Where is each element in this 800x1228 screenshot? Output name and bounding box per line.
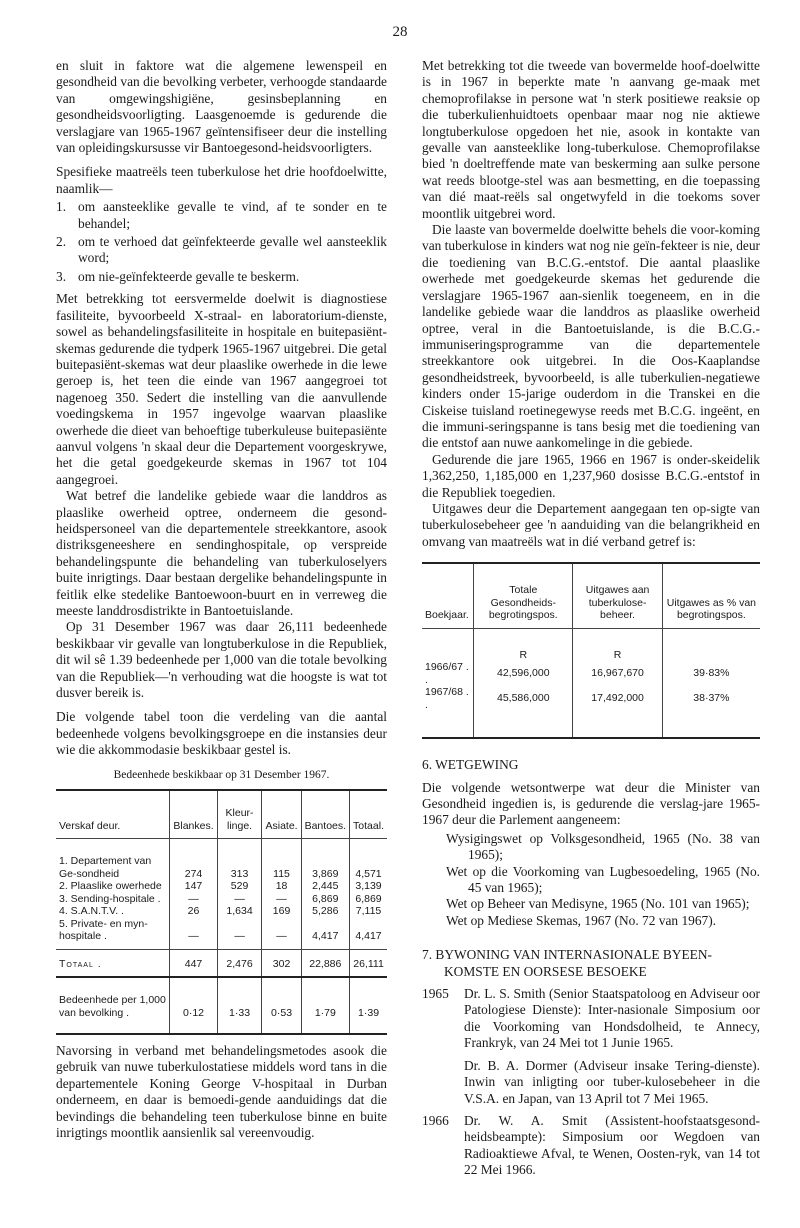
table-cell: 6,869 <box>350 893 387 906</box>
table-row <box>56 880 387 893</box>
table-cell: — <box>170 918 217 950</box>
row-label: 5. Private- en myn-hospitale . <box>56 918 170 950</box>
column-header: Totaal. <box>350 790 387 839</box>
column-header: Asiate. <box>262 790 301 839</box>
paragraph: Gedurende die jare 1965, 1966 en 1967 is onder-skeidelik 1,362,250, 1,185,000 en 1,237,960 dosisse B.C.G.-entstof in die Republiek toegedien. <box>422 451 760 500</box>
paragraph: Met betrekking tot die tweede van bovermelde hoof-doelwitte is in 1967 in beperkte mate 'n aanvang ge-maak met chemoprofilakse in persone wat 'n sterk positiewe reaksie op die tuberkulienhuidtoets openbaar maar nog nie aktiewe longtuberkulose opgedoen het nie, asook in kontakte van gevalle van aansteeklike long-tuberkulose. Chemoprofilakse bied 'n doeltreffende mate van beskerming aan sulke persone wat reeds blootge-stel was aan besmetting, en die toepassing van dié maat-reëls sal ongetwyfeld in die toekoms sover moontlik uitgebrei word. <box>422 58 760 221</box>
list-item <box>422 986 760 1052</box>
total-row <box>56 949 387 977</box>
table-cell: 274 <box>170 839 217 881</box>
table-cell: 147 <box>170 880 217 893</box>
list-item <box>422 1058 760 1107</box>
table-cell: R <box>573 628 662 661</box>
table-cell: 26 <box>170 905 217 918</box>
visit-year: 1966 <box>422 1112 449 1128</box>
list-text: om nie-geïnfekteerde gevalle te beskerm. <box>78 268 300 284</box>
visit-text: Dr. B. A. Dormer (Adviseur insake Tering-dienste). Inwin van inligting oor tuber-kulosebeheer in die V.S.A. en Japan, van 13 April tot 7 Mei 1965. <box>464 1057 760 1106</box>
section-heading: 6. WETGEWING <box>422 757 519 773</box>
table-cell: 2,476 <box>217 949 262 977</box>
table-cell: 529 <box>217 880 262 893</box>
table-cell: 115 <box>262 839 301 881</box>
table-cell: 16,967,670 <box>573 661 662 686</box>
table-cell: — <box>217 893 262 906</box>
table-cell: 0·12 <box>170 977 217 1034</box>
table-cell: 38·37% <box>662 686 760 738</box>
visits-list <box>422 986 760 1178</box>
table-cell: 5,286 <box>301 905 349 918</box>
row-label: 4. S.A.N.T.V. . <box>56 905 170 918</box>
list-item: Wet op Mediese Skemas, 1967 (No. 72 van 1967). <box>446 912 717 928</box>
table-cell: 1·39 <box>350 977 387 1034</box>
table-cell: 2,445 <box>301 880 349 893</box>
table-cell: 42,596,000 <box>474 661 573 686</box>
column-header: Totale Gesondheids-begrotingspos. <box>474 563 573 628</box>
paragraph: Wat betref die landelike gebiede waar die landdros as plaaslike owerheid optree, onderneem die gesond-heidspersoneel van die departementele streekkantore, asook distriksgeneeshere en sendinghospitale, op verspreide behandelingspunte die behandeling van tuberkuloselyers buite inrigtings. Daar bestaan dergelike behandelingspunte in feitlik elke stedelike Bantoewoon-buurt en in verreweg die meeste landdrosdistrikte in Bantoetuislande. <box>56 488 387 618</box>
objectives-list <box>56 199 387 285</box>
list-item: Wysigingswet op Volksgesondheid, 1965 (No. 38 van 1965); <box>446 830 760 863</box>
table-cell <box>662 628 760 661</box>
list-number: 1. <box>56 199 67 215</box>
list-item: Wet op Beheer van Medisyne, 1965 (No. 101 van 1965); <box>446 896 750 912</box>
table-caption: Bedeenhede beskikbaar op 31 Desember 1967. <box>113 768 330 781</box>
column-header: Blankes. <box>170 790 217 839</box>
column-header: Uitgawes aan tuberkulose-beheer. <box>573 563 662 628</box>
paragraph: Navorsing in verband met behandelingsmetodes asook die gebruik van nuwe tuberkulostatiese middels word tans in die departementele Koning George V-hospitaal in Durban onderneem, en daar is bemoedi-gende aanduidings dat die bevindings die behandeling teen tuberkulose binne en buite inrigtings moontlik aansienlik sal vereenvoudig. <box>56 1043 387 1141</box>
table-cell: 7,115 <box>350 905 387 918</box>
table-row <box>56 918 387 950</box>
row-label: 3. Sending-hospitale . <box>56 893 170 906</box>
table-cell: 45,586,000 <box>474 686 573 738</box>
row-label: 1967/68 . . <box>422 686 474 738</box>
column-header: Verskaf deur. <box>56 790 170 839</box>
table-row <box>56 905 387 918</box>
table-cell <box>422 628 474 661</box>
visit-year <box>422 1058 464 1107</box>
table-cell: 4,571 <box>350 839 387 881</box>
table-cell: — <box>217 918 262 950</box>
visit-year: 1965 <box>422 986 449 1002</box>
paragraph: en sluit in faktore wat die algemene lewenspeil en gesondheid van die bevolking verbeter, verhoogde standaarde van omgewingshigiëne, gesinsbeplanning en gesondheidsvoorligting. Laasgenoemde is gedurende die verslagjare van 1965-1967 geïntensifiseer deur die instelling van opleidingskursusse vir Bantoegesond-heidsvoorligters. <box>56 58 387 156</box>
row-label: 1966/67 . . <box>422 661 474 686</box>
list-item <box>56 199 387 232</box>
table-row <box>56 839 387 881</box>
paragraph: Spesifieke maatreëls teen tuberkulose het drie hoofdoelwitte, naamlik— <box>56 164 387 196</box>
table-cell: 3,869 <box>301 839 349 881</box>
visit-text: Dr. W. A. Smit (Assistent-hoofstaatsgesond-heidsbeampte): Simposium oor Wegdoen van Radioaktiewe Afval, te Wenen, Oosten-ryk, van 14 tot 22 Mei 1966. <box>464 1112 760 1178</box>
table-cell: — <box>170 893 217 906</box>
expenditure-table <box>422 562 760 739</box>
table-row <box>56 893 387 906</box>
list-item: Wet op die Voorkoming van Lugbesoedeling, 1965 (No. 45 van 1965); <box>446 863 760 896</box>
list-text: om aansteeklike gevalle te vind, af te sonder en te behandel; <box>78 199 387 231</box>
table-cell: — <box>262 893 301 906</box>
paragraph: Met betrekking tot eersvermelde doelwit is diagnostiese fasiliteite, byvoorbeeld X-straal- en laboratorium-dienste, sowel as behandelingsfasiliteite in hospitale en buitepasiënt-skemas gedurende die tydperk 1965-1967 uitgebrei. Die getal buitepasiënt-skemas wat deur plaaslike owerhede in die lewe geroep is, het teen die einde van 1967 aangegroei tot nagenoeg 350. Sedert die instelling van die aanvullende voedingskema in 1957 ingevolge waarvan plaaslike owerhede die dieet van behoeftige tuberkuleuse buitepasiënte aanvul volgens 'n skaal deur die Departement voorgeskrywe, het die getal goedgekeurde skemas in 1967 tot 104 aangegroei. <box>56 291 387 487</box>
row-label: Bedeenhede per 1,000 van bevolking . <box>56 977 170 1034</box>
table-cell: 17,492,000 <box>573 686 662 738</box>
table-cell: 18 <box>262 880 301 893</box>
column-header: Boekjaar. <box>422 563 474 628</box>
paragraph: Op 31 Desember 1967 was daar 26,111 bedeenhede beskikbaar vir gevalle van longtuberkulose in die Republiek, dit wil sê 1.39 bedeenhede per 1,000 van die totale bevolking van die Republiek—'n verhouding wat die hoogste is wat tot dusver bereik is. <box>56 619 387 701</box>
paragraph: Die volgende wetsontwerpe wat deur die Minister van Gesondheid ingedien is, is gedurende die verslag-jare 1965-1967 deur die Parlement aangeneem: <box>422 779 760 828</box>
column-header: Kleur-linge. <box>217 790 262 839</box>
table-cell: 4,417 <box>350 918 387 950</box>
right-column <box>422 58 760 1185</box>
list-number: 2. <box>56 234 67 250</box>
list-text: om te verhoed dat geïnfekteerde gevalle wel aansteeklik word; <box>78 234 387 266</box>
table-header-row <box>56 790 387 839</box>
table-cell: 1·33 <box>217 977 262 1034</box>
section-heading: 7. BYWONING VAN INTERNASIONALE BYEEN-KOMSTE EN OORSESE BESOEKE <box>422 947 712 979</box>
table-cell: 313 <box>217 839 262 881</box>
beds-table <box>56 789 387 1035</box>
table-cell: 6,869 <box>301 893 349 906</box>
table-cell: 1·79 <box>301 977 349 1034</box>
list-number: 3. <box>56 268 67 284</box>
visit-text: Dr. L. S. Smith (Senior Staatspatoloog en Adviseur oor Patologiese Dienste): Inter-nasionale Simposium oor die Voorkoming van Hondsdolheid, te Annecy, Frankryk, van 24 Mei tot 1 Junie 1965. <box>464 986 760 1051</box>
paragraph: Die laaste van bovermelde doelwitte behels die voor-koming van tuberkulose in kinders wat nog nie geïn-fekteer is nie, deur die toediening van B.C.G.-entstof. Die aantal plaaslike owerhede met goedgekeurde skemas het gedurende die verslagjare 1965-1967 aan-sienlik toegeneem, en in die landelike gebiede waar die landdros as plaaslike owerheid optree, veral in die Bantoetuislande, is die B.C.G.-immuniseringsprogramme van die departementele streekkantore ook uitgebrei. In die Oos-Kaaplandse gesondheidstreek, byvoorbeeld, is alle tuberkulien-negatiewe kinders onder 15-jarige ouderdom in die Transkei en die Ciskeise tuisland roetinegewyse reeds met B.C.G. ingeënt, en die immuni-seringspanne is tans besig met die toediening van die entstof aan nuwe aankomelinge in die gebiede. <box>422 222 761 451</box>
column-header: Uitgawes as % van begrotingspos. <box>662 563 760 628</box>
list-item <box>56 269 387 285</box>
table-cell: — <box>262 918 301 950</box>
table-cell: 0·53 <box>262 977 301 1034</box>
table-cell: 169 <box>262 905 301 918</box>
row-label: 1. Departement van Ge-sondheid <box>56 839 170 881</box>
unit-row <box>422 628 760 661</box>
table-row <box>422 661 760 686</box>
table-cell: 447 <box>170 949 217 977</box>
acts-list <box>422 831 760 929</box>
table-cell: R <box>474 628 573 661</box>
table-cell: 39·83% <box>662 661 760 686</box>
column-header: Bantoes. <box>301 790 349 839</box>
row-label: Totaal . <box>56 949 170 977</box>
list-item <box>422 1113 760 1179</box>
left-column <box>56 58 387 1142</box>
paragraph: Die volgende tabel toon die verdeling van die aantal bedeenhede volgens bevolkingsgroepe en die instansies deur wie die akkommodasie beskikbaar gestel is. <box>56 709 387 758</box>
paragraph: Uitgawes deur die Departement aangegaan ten op-sigte van tuberkulosebeheer gee 'n aanduiding van die belangrikheid en omvang van maatreëls wat in dié verband getref is: <box>422 500 760 549</box>
ratio-row <box>56 977 387 1034</box>
table-row <box>422 686 760 738</box>
table-cell: 26,111 <box>350 949 387 977</box>
table-cell: 4,417 <box>301 918 349 950</box>
list-item <box>56 234 387 267</box>
page-number: 28 <box>392 24 408 40</box>
table-cell: 22,886 <box>301 949 349 977</box>
row-label: 2. Plaaslike owerhede <box>56 880 170 893</box>
table-cell: 3,139 <box>350 880 387 893</box>
table-cell: 1,634 <box>217 905 262 918</box>
table-header-row <box>422 563 760 628</box>
table-cell: 302 <box>262 949 301 977</box>
